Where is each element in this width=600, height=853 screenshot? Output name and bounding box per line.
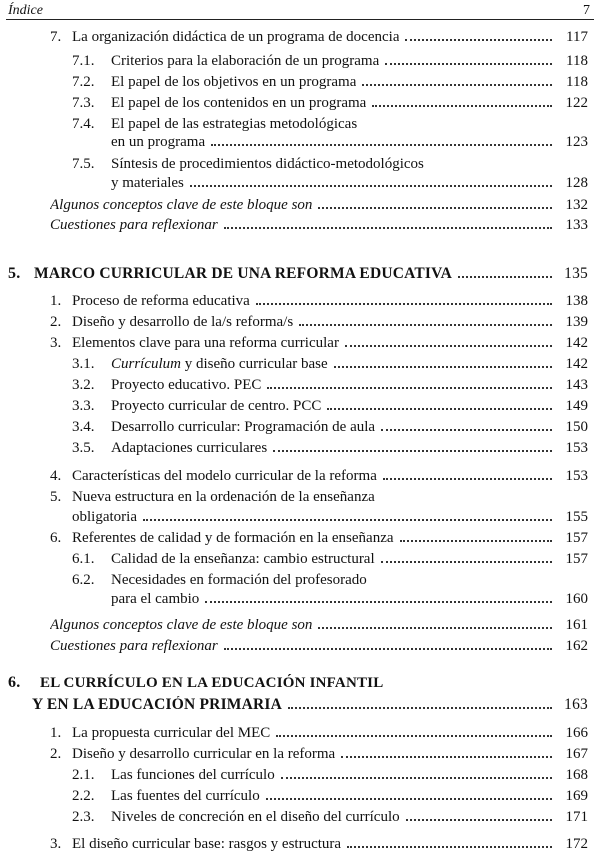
- toc-entry-label: [50, 745, 335, 763]
- toc-entry-number: 5.: [50, 489, 62, 505]
- toc-entry-label-text: La organización didáctica de un programa de docencia: [72, 29, 400, 45]
- toc-entry-label: [72, 439, 267, 457]
- dot-leader: [318, 627, 552, 629]
- toc-entry-label: [72, 508, 137, 526]
- toc-entry[interactable]: [72, 787, 588, 805]
- toc-entry-label-text: Desarrollo curricular: Programación de aula: [111, 419, 376, 435]
- toc-entry-label-text: Y EN LA EDUCACIÓN PRIMARIA: [32, 696, 283, 713]
- dot-leader: [190, 185, 552, 187]
- toc-entry-label: [111, 133, 205, 151]
- dot-leader: [266, 798, 552, 800]
- toc-entry-label: [50, 334, 339, 352]
- toc-entry-label-line1: El papel de las estrategias metodológicas: [111, 116, 358, 132]
- dot-leader: [400, 540, 552, 542]
- running-header: [0, 0, 600, 24]
- toc-chapter-entry[interactable]: [8, 265, 588, 283]
- toc-entry-label: [50, 724, 270, 742]
- toc-entry-page: 132: [565, 197, 588, 213]
- toc-entry-page: 138: [565, 293, 588, 309]
- dot-leader: [224, 648, 552, 650]
- toc-entry[interactable]: [50, 745, 588, 763]
- toc-entry-page: 118: [566, 53, 588, 69]
- toc-entry[interactable]: [50, 637, 588, 655]
- dot-leader: [381, 429, 552, 431]
- toc-entry-label: [111, 590, 199, 608]
- toc-entry[interactable]: [50, 216, 588, 234]
- toc-entry-page: 143: [565, 377, 588, 393]
- toc-entry-number: 1.: [50, 725, 62, 741]
- toc-entry-page: 150: [565, 419, 588, 435]
- toc-entry-number: 7.1.: [72, 53, 95, 69]
- toc-entry-number: 2.3.: [72, 809, 95, 825]
- dot-leader: [299, 324, 552, 326]
- toc-entry-page: 160: [565, 591, 588, 607]
- dot-leader: [318, 207, 552, 209]
- toc-entry-number: 6.: [8, 674, 21, 691]
- toc-entry-page: 139: [565, 314, 588, 330]
- dot-leader: [327, 408, 552, 410]
- toc-entry-label-line1: Nueva estructura en la ordenación de la enseñanza: [72, 489, 375, 505]
- toc-entry-page: 153: [565, 468, 588, 484]
- toc-entry-label-text: Diseño y desarrollo curricular en la reforma: [72, 746, 336, 762]
- toc-entry-label-text: El papel de los contenidos en un programa: [111, 95, 367, 111]
- toc-entry-label: [50, 292, 250, 310]
- toc-entry-first-line: [72, 115, 357, 133]
- toc-entry-label: [72, 355, 328, 373]
- toc-entry-label: [50, 529, 394, 547]
- toc-entry-label-text: en un programa: [111, 134, 206, 150]
- toc-entry-page: 163: [564, 696, 588, 713]
- toc-entry-label-text: Cuestiones para reflexionar: [50, 638, 218, 654]
- dot-leader: [273, 450, 552, 452]
- toc-entry-label: [32, 696, 282, 714]
- toc-entry-label: [50, 28, 399, 46]
- toc-entry-page: 169: [565, 788, 588, 804]
- toc-entry-page: 142: [565, 335, 588, 351]
- dot-leader: [385, 63, 552, 65]
- toc-entry-number: 6.1.: [72, 551, 95, 567]
- toc-entry-label: [72, 550, 375, 568]
- toc-entry[interactable]: [50, 334, 588, 352]
- header-page-number: 7: [583, 3, 590, 18]
- toc-entry-label-text: Adaptaciones curriculares: [111, 440, 268, 456]
- toc-entry[interactable]: [72, 397, 588, 415]
- dot-leader: [381, 561, 552, 563]
- toc-entry-number: 7.: [50, 29, 62, 45]
- toc-entry-label: [8, 265, 452, 283]
- toc-entry-page: 167: [565, 746, 588, 762]
- toc-entry-number: 2.1.: [72, 767, 95, 783]
- toc-entry[interactable]: [111, 590, 588, 608]
- dot-leader: [267, 387, 552, 389]
- toc-entry-label: [72, 397, 321, 415]
- toc-entry-page: 166: [565, 725, 588, 741]
- dot-leader: [205, 601, 552, 603]
- toc-entry[interactable]: [72, 73, 588, 91]
- dot-leader: [334, 366, 552, 368]
- toc-entry-label: [72, 418, 375, 436]
- toc-entry-label-text: Cuestiones para reflexionar: [50, 217, 218, 233]
- toc-entry-label: [50, 637, 218, 655]
- toc-entry-label: [72, 766, 275, 784]
- header-rule: [6, 19, 594, 20]
- toc-entry-label: [50, 196, 312, 214]
- toc-entry-label: [72, 73, 356, 91]
- toc-entry-label-text: para el cambio: [111, 591, 200, 607]
- toc-entry-label-text: Proyecto educativo. PEC: [111, 377, 262, 393]
- toc-entry[interactable]: [50, 196, 588, 214]
- toc-entry-label-text: Criterios para la elaboración de un programa: [111, 53, 380, 69]
- toc-entry-label: [111, 174, 184, 192]
- toc-entry-page: 122: [565, 95, 588, 111]
- toc-entry-number: 2.: [50, 746, 62, 762]
- toc-entry-label-text: MARCO CURRICULAR DE UNA REFORMA EDUCATIVA: [34, 265, 452, 282]
- toc-entry-page: 157: [565, 530, 588, 546]
- toc-entry-label: [72, 94, 366, 112]
- toc-entry-label: [50, 467, 377, 485]
- toc-entry-number: 3.2.: [72, 377, 95, 393]
- toc-entry-label-text: Calidad de la enseñanza: cambio estructural: [111, 551, 375, 567]
- toc-entry[interactable]: [111, 133, 588, 151]
- toc-entry-page: 168: [565, 767, 588, 783]
- toc-entry-page: 149: [565, 398, 588, 414]
- toc-entry-label-text: Características del modelo curricular de la reforma: [72, 468, 377, 484]
- toc-entry-first-line: [50, 488, 375, 506]
- toc-entry-label-text: y diseño curricular base: [181, 356, 328, 372]
- toc-entry-number: 7.4.: [72, 116, 95, 132]
- toc-entry-label-text: La propuesta curricular del MEC: [72, 725, 271, 741]
- toc-entry-number: 6.2.: [72, 572, 95, 588]
- toc-entry-label-text: Algunos conceptos clave de este bloque son: [50, 617, 313, 633]
- toc-entry-first-line: [8, 674, 383, 692]
- toc-entry-page: 135: [564, 265, 588, 282]
- toc-entry-page: 118: [566, 74, 588, 90]
- toc-entry-first-line: [72, 571, 367, 589]
- toc-entry-number: 2.: [50, 314, 62, 330]
- toc-entry[interactable]: [50, 313, 588, 331]
- toc-entry-number: 3.: [50, 836, 62, 852]
- dot-leader: [347, 846, 552, 848]
- toc-entry[interactable]: [72, 550, 588, 568]
- toc-entry-label-text: Proceso de reforma educativa: [72, 293, 250, 309]
- toc-entry-page: 157: [565, 551, 588, 567]
- dot-leader: [362, 84, 552, 86]
- dot-leader: [372, 105, 552, 107]
- toc-entry[interactable]: [50, 835, 588, 853]
- toc-entry-label-text: Algunos conceptos clave de este bloque son: [50, 197, 313, 213]
- toc-entry-label: [50, 216, 218, 234]
- toc-entry[interactable]: [111, 174, 588, 192]
- toc-entry-label-text: Niveles de concreción en el diseño del currículo: [111, 809, 400, 825]
- toc-entry[interactable]: [72, 766, 588, 784]
- toc-entry-label: [72, 787, 260, 805]
- toc-entry-label-text: Diseño y desarrollo de la/s reforma/s: [72, 314, 294, 330]
- dot-leader: [224, 227, 552, 229]
- toc-entry-label-text: Proyecto curricular de centro. PCC: [111, 398, 322, 414]
- toc-entry-label: [50, 835, 341, 853]
- toc-entry-label: [72, 376, 261, 394]
- toc-entry-number: 7.2.: [72, 74, 95, 90]
- dot-leader: [341, 756, 552, 758]
- dot-leader: [345, 345, 552, 347]
- toc-entry[interactable]: [72, 355, 588, 373]
- toc-entry-number: 7.3.: [72, 95, 95, 111]
- toc-entry[interactable]: [72, 376, 588, 394]
- toc-entry[interactable]: [72, 808, 588, 826]
- toc-entry-page: 172: [565, 836, 588, 852]
- toc-entry-label-text: Referentes de calidad y de formación en la enseñanza: [72, 530, 394, 546]
- toc-entry-page: 153: [565, 440, 588, 456]
- toc-entry-label: [50, 313, 293, 331]
- toc-entry-label-text: El diseño curricular base: rasgos y estructura: [72, 836, 342, 852]
- dot-leader: [458, 276, 552, 278]
- toc-entry-label-text: Las fuentes del currículo: [111, 788, 260, 804]
- toc-entry-label-text: obligatoria: [72, 509, 137, 525]
- toc-entry[interactable]: [50, 28, 588, 46]
- toc-entry-page: 161: [565, 617, 588, 633]
- toc-entry-number: 3.4.: [72, 419, 95, 435]
- dot-leader: [405, 39, 552, 41]
- toc-entry-page: 123: [565, 134, 588, 150]
- dot-leader: [276, 735, 552, 737]
- toc-entry-number: 6.: [50, 530, 62, 546]
- toc-entry-number: 7.5.: [72, 156, 95, 172]
- toc-entry[interactable]: [50, 724, 588, 742]
- toc-entry-number: 4.: [50, 468, 62, 484]
- toc-entry-page: 162: [565, 638, 588, 654]
- toc-entry-page: 171: [565, 809, 588, 825]
- toc-entry[interactable]: [50, 467, 588, 485]
- toc-entry[interactable]: [72, 508, 588, 526]
- toc-entry-label-italic: Currículum: [111, 356, 182, 372]
- toc-entry-label-text: y materiales: [111, 175, 184, 191]
- dot-leader: [406, 819, 552, 821]
- toc-entry-label: [72, 808, 400, 826]
- toc-entry-label-text: El papel de los objetivos en un programa: [111, 74, 357, 90]
- dot-leader: [256, 303, 552, 305]
- toc-entry[interactable]: [50, 292, 588, 310]
- toc-entry-label: [50, 616, 312, 634]
- dot-leader: [383, 478, 552, 480]
- dot-leader: [143, 519, 552, 521]
- toc-entry-number: 2.2.: [72, 788, 95, 804]
- dot-leader: [211, 144, 552, 146]
- toc-entry-label-text: Elementos clave para una reforma curricular: [72, 335, 339, 351]
- toc-entry[interactable]: [72, 418, 588, 436]
- toc-entry-number: 3.1.: [72, 356, 95, 372]
- toc-entry-page: 133: [565, 217, 588, 233]
- dot-leader: [281, 777, 552, 779]
- toc-entry[interactable]: [72, 94, 588, 112]
- toc-entry-number: 3.5.: [72, 440, 95, 456]
- toc-entry-label-line1: Síntesis de procedimientos didáctico-metodológicos: [111, 156, 424, 172]
- toc-entry-first-line: [72, 155, 424, 173]
- dot-leader: [288, 707, 552, 709]
- toc-entry-page: 142: [565, 356, 588, 372]
- toc-entry[interactable]: [72, 52, 588, 70]
- toc-entry-number: 3.3.: [72, 398, 95, 414]
- toc-entry-label: [72, 52, 379, 70]
- toc-entry-label-line1: EL CURRÍCULO EN LA EDUCACIÓN INFANTIL: [40, 675, 384, 691]
- toc-entry-label-line1: Necesidades en formación del profesorado: [111, 572, 367, 588]
- toc-entry-number: 1.: [50, 293, 62, 309]
- toc-entry-number: 5.: [8, 265, 21, 282]
- toc-entry[interactable]: [72, 439, 588, 457]
- toc-entry[interactable]: [50, 616, 588, 634]
- toc-chapter-entry[interactable]: [32, 696, 588, 714]
- toc-entry-label-text: Las funciones del currículo: [111, 767, 275, 783]
- toc-entry-number: 3.: [50, 335, 62, 351]
- toc-entry-page: 128: [565, 175, 588, 191]
- toc-entry-page: 155: [565, 509, 588, 525]
- toc-entry-page: 117: [566, 29, 588, 45]
- toc-entry[interactable]: [50, 529, 588, 547]
- header-section-title: Índice: [8, 3, 43, 18]
